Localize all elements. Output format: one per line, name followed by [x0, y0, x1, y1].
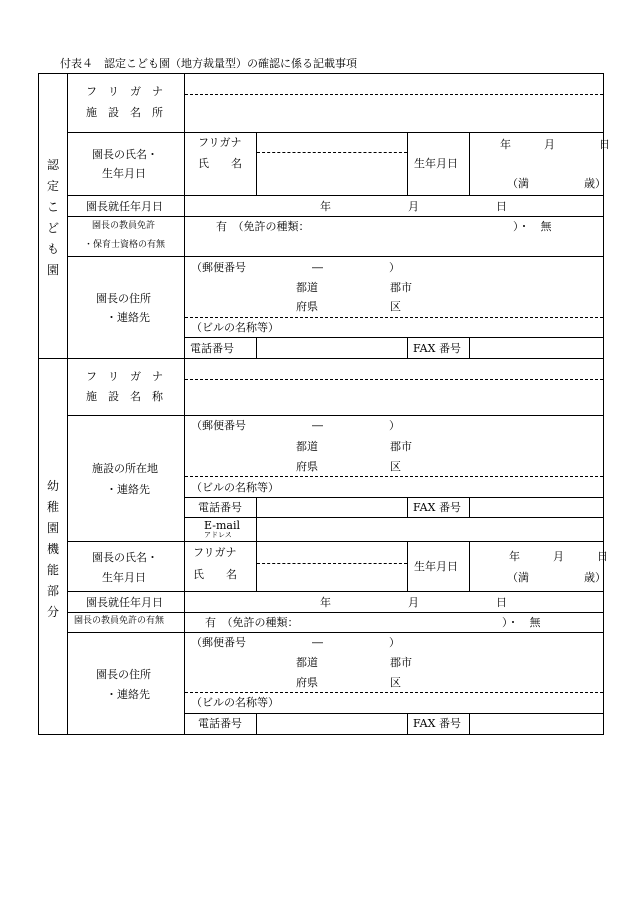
appointed-label: 園長就任年月日: [86, 596, 163, 609]
side-label-char: 園: [46, 263, 59, 277]
license-label: 園長の教員免許: [92, 221, 156, 231]
page-title: 付表４ 認定こども園（地方裁量型）の確認に係る記載事項: [60, 57, 357, 70]
building-label[interactable]: （ビルの名称等）: [191, 321, 279, 334]
fax-label: FAX 番号: [413, 342, 461, 355]
ward-label: 区: [390, 676, 401, 689]
furigana-label: フ リ ガ ナ: [86, 370, 163, 383]
birth-ymd[interactable]: 年 月 日: [500, 138, 610, 151]
birth-label: 生年月日: [414, 157, 458, 170]
facility-furigana-field[interactable]: [186, 75, 602, 93]
fax-label: FAX 番号: [413, 717, 461, 730]
facility-name-label: 施 設 名 所: [86, 106, 163, 119]
fax-field[interactable]: [471, 715, 602, 733]
building-label[interactable]: （ビルの名称等）: [191, 481, 279, 494]
address-label: 園長の住所: [96, 668, 151, 681]
postal-code[interactable]: （郵便番号 ― ）: [191, 261, 400, 274]
appointed-date[interactable]: 年 月 日: [320, 200, 507, 213]
prefecture-label: 都道: [296, 281, 318, 294]
director-furigana-field[interactable]: [258, 543, 406, 562]
side-label-char: も: [46, 242, 59, 256]
license-label: 園長の教員免許の有無: [74, 616, 165, 626]
birth-ymd[interactable]: 年 月 日: [509, 550, 608, 563]
location-label: 施設の所在地: [92, 462, 158, 475]
director-name-field[interactable]: [258, 565, 406, 590]
side-label-char: 部: [46, 584, 59, 598]
license-value[interactable]: 有 （免許の種類： ）・ 無: [216, 220, 552, 233]
building-label[interactable]: （ビルの名称等）: [191, 696, 279, 709]
prefecture-label-2: 府県: [296, 676, 318, 689]
furigana-small-label: フリガナ: [198, 136, 242, 149]
phone-label: 電話番号: [198, 717, 242, 730]
phone-label: 電話番号: [190, 342, 234, 355]
ward-label: 区: [390, 300, 401, 313]
address-label-2: ・連絡先: [106, 688, 150, 701]
city-label: 郡市: [390, 281, 412, 294]
age-field[interactable]: （満 歳）: [507, 571, 606, 584]
director-label: 園長の氏名・: [92, 148, 158, 161]
email-label: E-mail: [204, 519, 240, 532]
side-label-char: ど: [46, 221, 59, 235]
prefecture-label: 都道: [296, 440, 318, 453]
phone-field[interactable]: [258, 339, 406, 357]
prefecture-label-2: 府県: [296, 300, 318, 313]
fax-label: FAX 番号: [413, 501, 461, 514]
side-label-char: 幼: [46, 479, 59, 493]
facility-furigana-field[interactable]: [186, 360, 602, 378]
furigana-label: フ リ ガ ナ: [86, 85, 163, 98]
city-label: 郡市: [390, 656, 412, 669]
appointed-date[interactable]: 年 月 日: [320, 596, 507, 609]
side-label-char: 認: [46, 158, 59, 172]
director-furigana-field[interactable]: [258, 134, 406, 151]
facility-name-field[interactable]: [186, 381, 602, 414]
side-label-char: 分: [46, 605, 59, 619]
email-field[interactable]: [258, 519, 602, 540]
side-label-char: 機: [46, 542, 59, 556]
phone-label: 電話番号: [198, 501, 242, 514]
location-label-2: ・連絡先: [106, 483, 150, 496]
side-label-char: 能: [46, 563, 59, 577]
side-label-char: 稚: [46, 500, 59, 514]
prefecture-label: 都道: [296, 656, 318, 669]
license-value[interactable]: 有 （免許の種類： ）・ 無: [205, 616, 541, 629]
side-label-char: こ: [46, 200, 59, 214]
age-field[interactable]: （満 歳）: [507, 177, 606, 190]
postal-code[interactable]: （郵便番号 ― ）: [191, 419, 400, 432]
director-label-birth: 生年月日: [102, 167, 146, 180]
director-name-field[interactable]: [258, 154, 406, 194]
phone-field[interactable]: [258, 715, 406, 733]
email-sub-label: アドレス: [204, 531, 232, 539]
ward-label: 区: [390, 460, 401, 473]
prefecture-label-2: 府県: [296, 460, 318, 473]
director-label-birth: 生年月日: [102, 571, 146, 584]
name-small-label: 氏 名: [198, 157, 242, 170]
fax-field[interactable]: [471, 499, 602, 516]
facility-name-field[interactable]: [186, 96, 602, 131]
city-label: 郡市: [390, 440, 412, 453]
facility-name-label: 施 設 名 称: [86, 390, 163, 403]
furigana-small-label: フリガナ: [193, 546, 237, 559]
director-label: 園長の氏名・: [92, 551, 158, 564]
postal-code[interactable]: （郵便番号 ― ）: [191, 636, 400, 649]
birth-label: 生年月日: [414, 560, 458, 573]
side-label-char: 園: [46, 521, 59, 535]
address-label: 園長の住所: [96, 292, 151, 305]
appointed-label: 園長就任年月日: [86, 200, 163, 213]
name-small-label: 氏 名: [193, 568, 237, 581]
phone-field[interactable]: [258, 499, 406, 516]
address-label-2: ・連絡先: [106, 311, 150, 324]
fax-field[interactable]: [471, 339, 602, 357]
side-label-char: 定: [46, 179, 59, 193]
license-label-2: ・保育士資格の有無: [84, 240, 166, 250]
